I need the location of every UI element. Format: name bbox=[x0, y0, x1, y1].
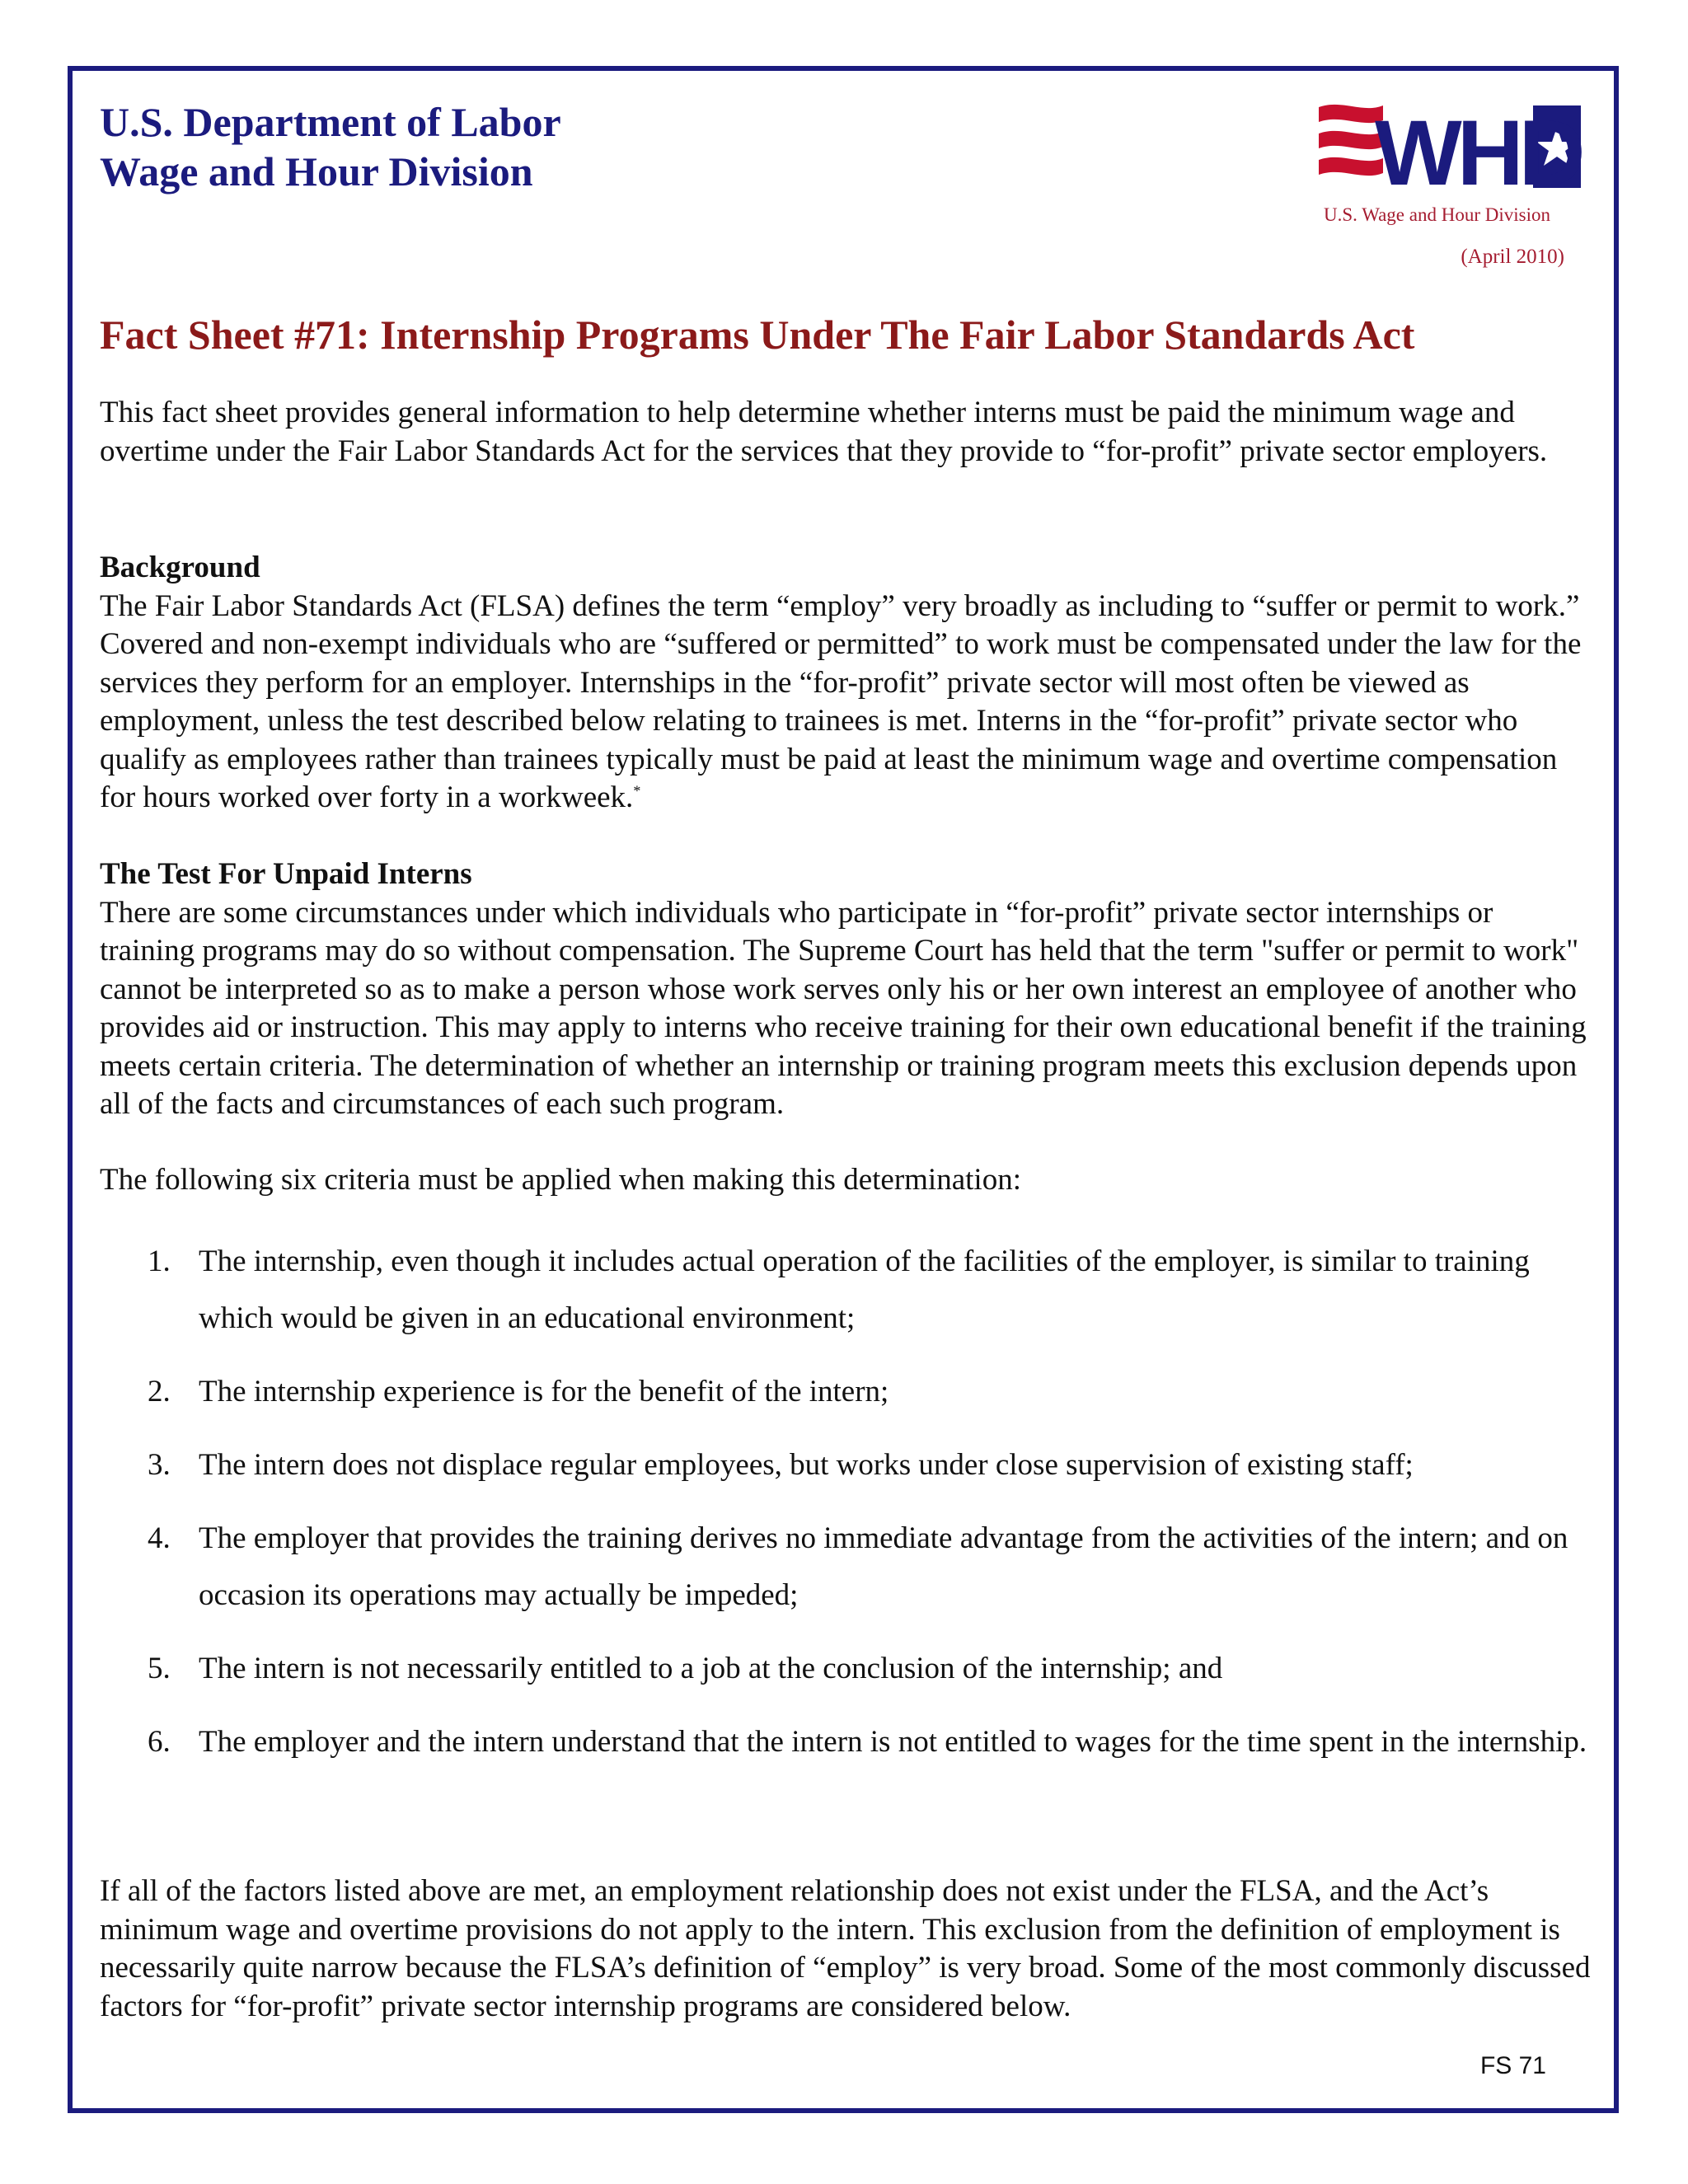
intro-text: This fact sheet provides general information to help determine whether interns must be paid the minimum wage and overtime under the Fair Labor Standards Act for the services that they provide to “for-profit” private sector employers. bbox=[100, 396, 1548, 468]
agency-header bbox=[100, 97, 561, 196]
test-text: There are some circumstances under which individuals who participate in “for-profit” private sector internships or training programs may do so without compensation. The Supreme Court has held that the term "suffer or permit to work" cannot be interpreted so as to make a person whose work serves only his or her own interest an employee of another who provides aid or instruction. This may apply to interns who receive training for their own educational benefit if the training meets certain criteria. The determination of whether an internship or training program meets this exclusion depends upon all of the facts and circumstances of each such program. bbox=[100, 895, 1587, 1121]
list-text: The internship, even though it includes actual operation of the facilities of the employer, is similar to training which would be given in an educational environment; bbox=[199, 1244, 1530, 1335]
background-body: The Fair Labor Standards Act (FLSA) defines the term “employ” very broadly as including to “suffer or permit to work.” Covered and non-exempt individuals who are “suffered or permitted” to work must be compensated under the law for the services they perform for an employer. Internships in the “for-profit” private sector will most often be viewed as employment, unless the test described below relating to trainees is met. Interns in the “for-profit” private sector who qualify as employees rather than trainees typically must be paid at least the minimum wage and overtime compensation for hours worked over forty in a workweek. bbox=[100, 588, 1582, 814]
flag-stripe bbox=[1319, 157, 1383, 176]
list-number: 6. bbox=[148, 1725, 171, 1759]
logo-letters: WHD bbox=[1375, 101, 1581, 203]
logo-caption: U.S. Wage and Hour Division bbox=[1324, 204, 1550, 225]
list-number: 1. bbox=[148, 1244, 171, 1278]
criteria-intro-text: The following six criteria must be applied when making this determination: bbox=[100, 1163, 1021, 1197]
list-item bbox=[100, 1640, 1600, 1697]
intro-paragraph bbox=[100, 394, 1592, 471]
list-item bbox=[100, 1363, 1600, 1420]
conclusion-paragraph bbox=[100, 1872, 1592, 2026]
whd-logo bbox=[1317, 97, 1584, 229]
conclusion-text: If all of the factors listed above are met, an employment relationship does not exist under the FLSA, and the Act’s minimum wage and overtime provisions do not apply to the intern. This exclusion from the definition of employment is necessarily quite narrow because the FLSA’s definition of “employ” is very broad. Some of the most commonly discussed factors for “for-profit” private sector internship programs are considered below. bbox=[100, 1874, 1591, 2023]
background-heading: Background bbox=[100, 551, 260, 584]
list-text: The employer that provides the training derives no immediate advantage from the activities of the intern; and on occasion its operations may actually be impeded; bbox=[199, 1521, 1568, 1612]
agency-name: U.S. Department of Labor bbox=[100, 99, 561, 145]
flag-stripe bbox=[1319, 105, 1383, 123]
list-text: The intern is not necessarily entitled to a job at the conclusion of the internship; and bbox=[199, 1652, 1223, 1685]
test-section bbox=[100, 855, 1592, 1124]
flag-stripe bbox=[1319, 131, 1383, 149]
test-heading: The Test For Unpaid Interns bbox=[100, 857, 472, 891]
publication-date: (April 2010) bbox=[1461, 246, 1564, 268]
list-number: 4. bbox=[148, 1521, 171, 1555]
footnote-mark: * bbox=[633, 782, 641, 799]
background-text bbox=[100, 588, 1592, 818]
list-item bbox=[100, 1233, 1600, 1347]
criteria-intro bbox=[100, 1161, 1592, 1200]
list-number: 2. bbox=[148, 1375, 171, 1408]
page-title: Fact Sheet #71: Internship Programs Under The Fair Labor Standards Act bbox=[100, 312, 1415, 358]
list-item bbox=[100, 1510, 1600, 1624]
background-section bbox=[100, 549, 1592, 818]
list-number: 5. bbox=[148, 1652, 171, 1685]
criteria-list bbox=[100, 1233, 1600, 1787]
list-item bbox=[100, 1713, 1600, 1770]
list-text: The employer and the intern understand that the intern is not entitled to wages for the time spent in the internship. bbox=[199, 1725, 1587, 1759]
list-number: 3. bbox=[148, 1448, 171, 1482]
list-text: The internship experience is for the benefit of the intern; bbox=[199, 1375, 889, 1408]
whd-logo-graphic bbox=[1317, 97, 1584, 203]
list-text: The intern does not displace regular employees, but works under close supervision of existing staff; bbox=[199, 1448, 1414, 1482]
division-name: Wage and Hour Division bbox=[100, 148, 533, 194]
footer-code: FS 71 bbox=[1479, 2052, 1546, 2079]
list-item bbox=[100, 1436, 1600, 1493]
